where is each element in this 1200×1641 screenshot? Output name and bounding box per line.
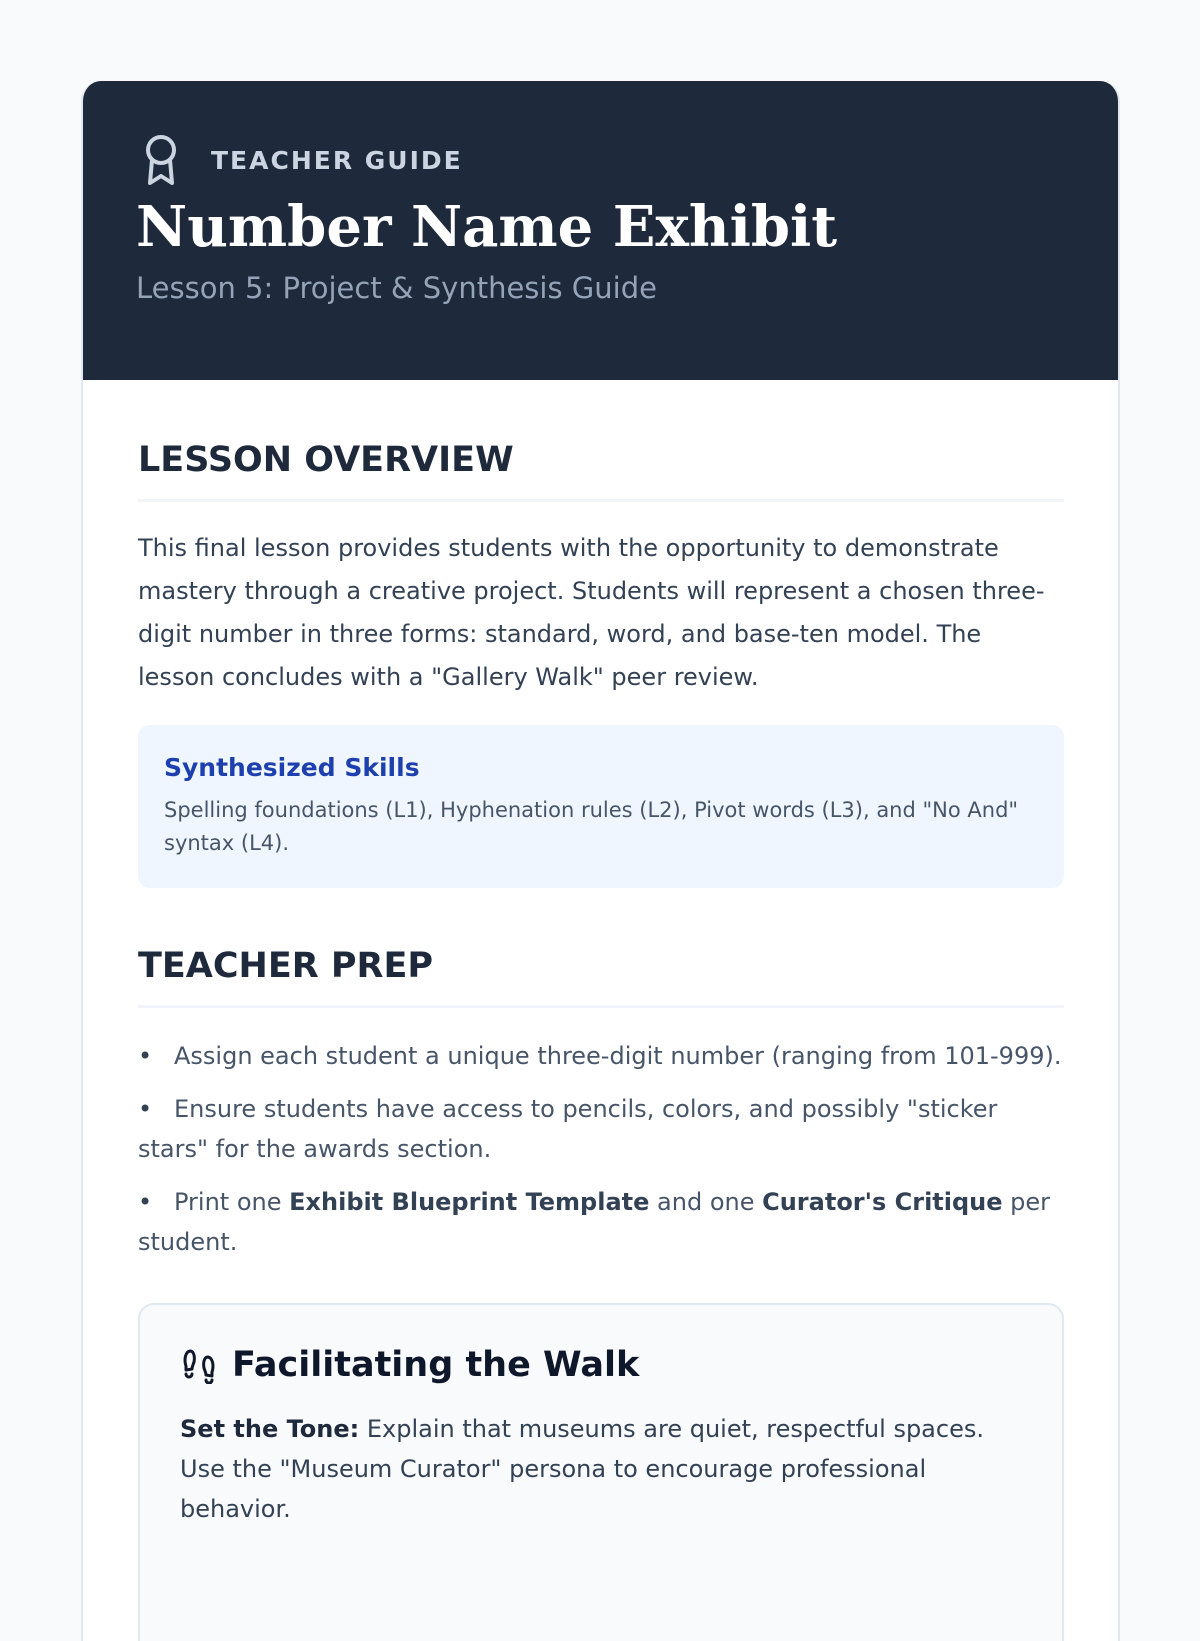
prep-list (138, 1036, 1064, 1262)
bullet-icon: • (138, 1042, 153, 1070)
walk-body: Explain that museums are quiet, respectful spaces. Use the "Museum Curator" persona to encourage professional behavior. (180, 1415, 984, 1523)
overview-heading: LESSON OVERVIEW (138, 380, 1064, 502)
walk-lead: Set the Tone: (180, 1415, 360, 1443)
award-ribbon-icon (141, 133, 181, 187)
blueprint-template-name: Exhibit Blueprint Template (289, 1188, 650, 1216)
bullet-icon: • (138, 1095, 153, 1123)
prep-heading: TEACHER PREP (138, 888, 1064, 1008)
prep-item-mid: and one (649, 1188, 763, 1216)
walk-text (180, 1409, 1022, 1529)
eyebrow-row (136, 133, 1064, 187)
prep-item-pre: Print one (174, 1188, 290, 1216)
prep-item-text: Ensure students have access to pencils, colors, and possibly "sticker stars" for the awards section. (138, 1095, 998, 1163)
walk-title: Facilitating the Walk (232, 1345, 640, 1385)
prep-item-text: Assign each student a unique three-digit number (ranging from 101-999). (174, 1042, 1062, 1070)
skills-text: Spelling foundations (L1), Hyphenation rules (L2), Pivot words (L3), and "No And" syntax (L4). (164, 798, 1019, 855)
list-item (138, 1089, 1064, 1169)
walk-header (180, 1345, 1022, 1385)
skills-title: Synthesized Skills (164, 753, 420, 782)
page-subtitle: Lesson 5: Project & Synthesis Guide (136, 271, 657, 306)
critique-name: Curator's Critique (762, 1188, 1003, 1216)
skills-callout (138, 725, 1064, 888)
list-item (138, 1036, 1064, 1076)
bullet-icon: • (138, 1188, 153, 1216)
guide-card (81, 81, 1120, 1641)
walk-callout (138, 1303, 1064, 1641)
list-item (138, 1182, 1064, 1262)
footprints-icon (180, 1346, 218, 1384)
guide-header (83, 81, 1118, 380)
prep-item-post: per student. (138, 1188, 1051, 1256)
eyebrow-label: TEACHER GUIDE (211, 145, 463, 175)
page-title: Number Name Exhibit (136, 194, 838, 260)
overview-paragraph: This final lesson provides students with the opportunity to demonstrate mastery through a creative project. Students will represent a chosen three-digit number in three forms: standard, word, and base-ten model. The lesson concludes with a "Gallery Walk" peer review. (138, 534, 1045, 691)
guide-content (83, 380, 1118, 1641)
